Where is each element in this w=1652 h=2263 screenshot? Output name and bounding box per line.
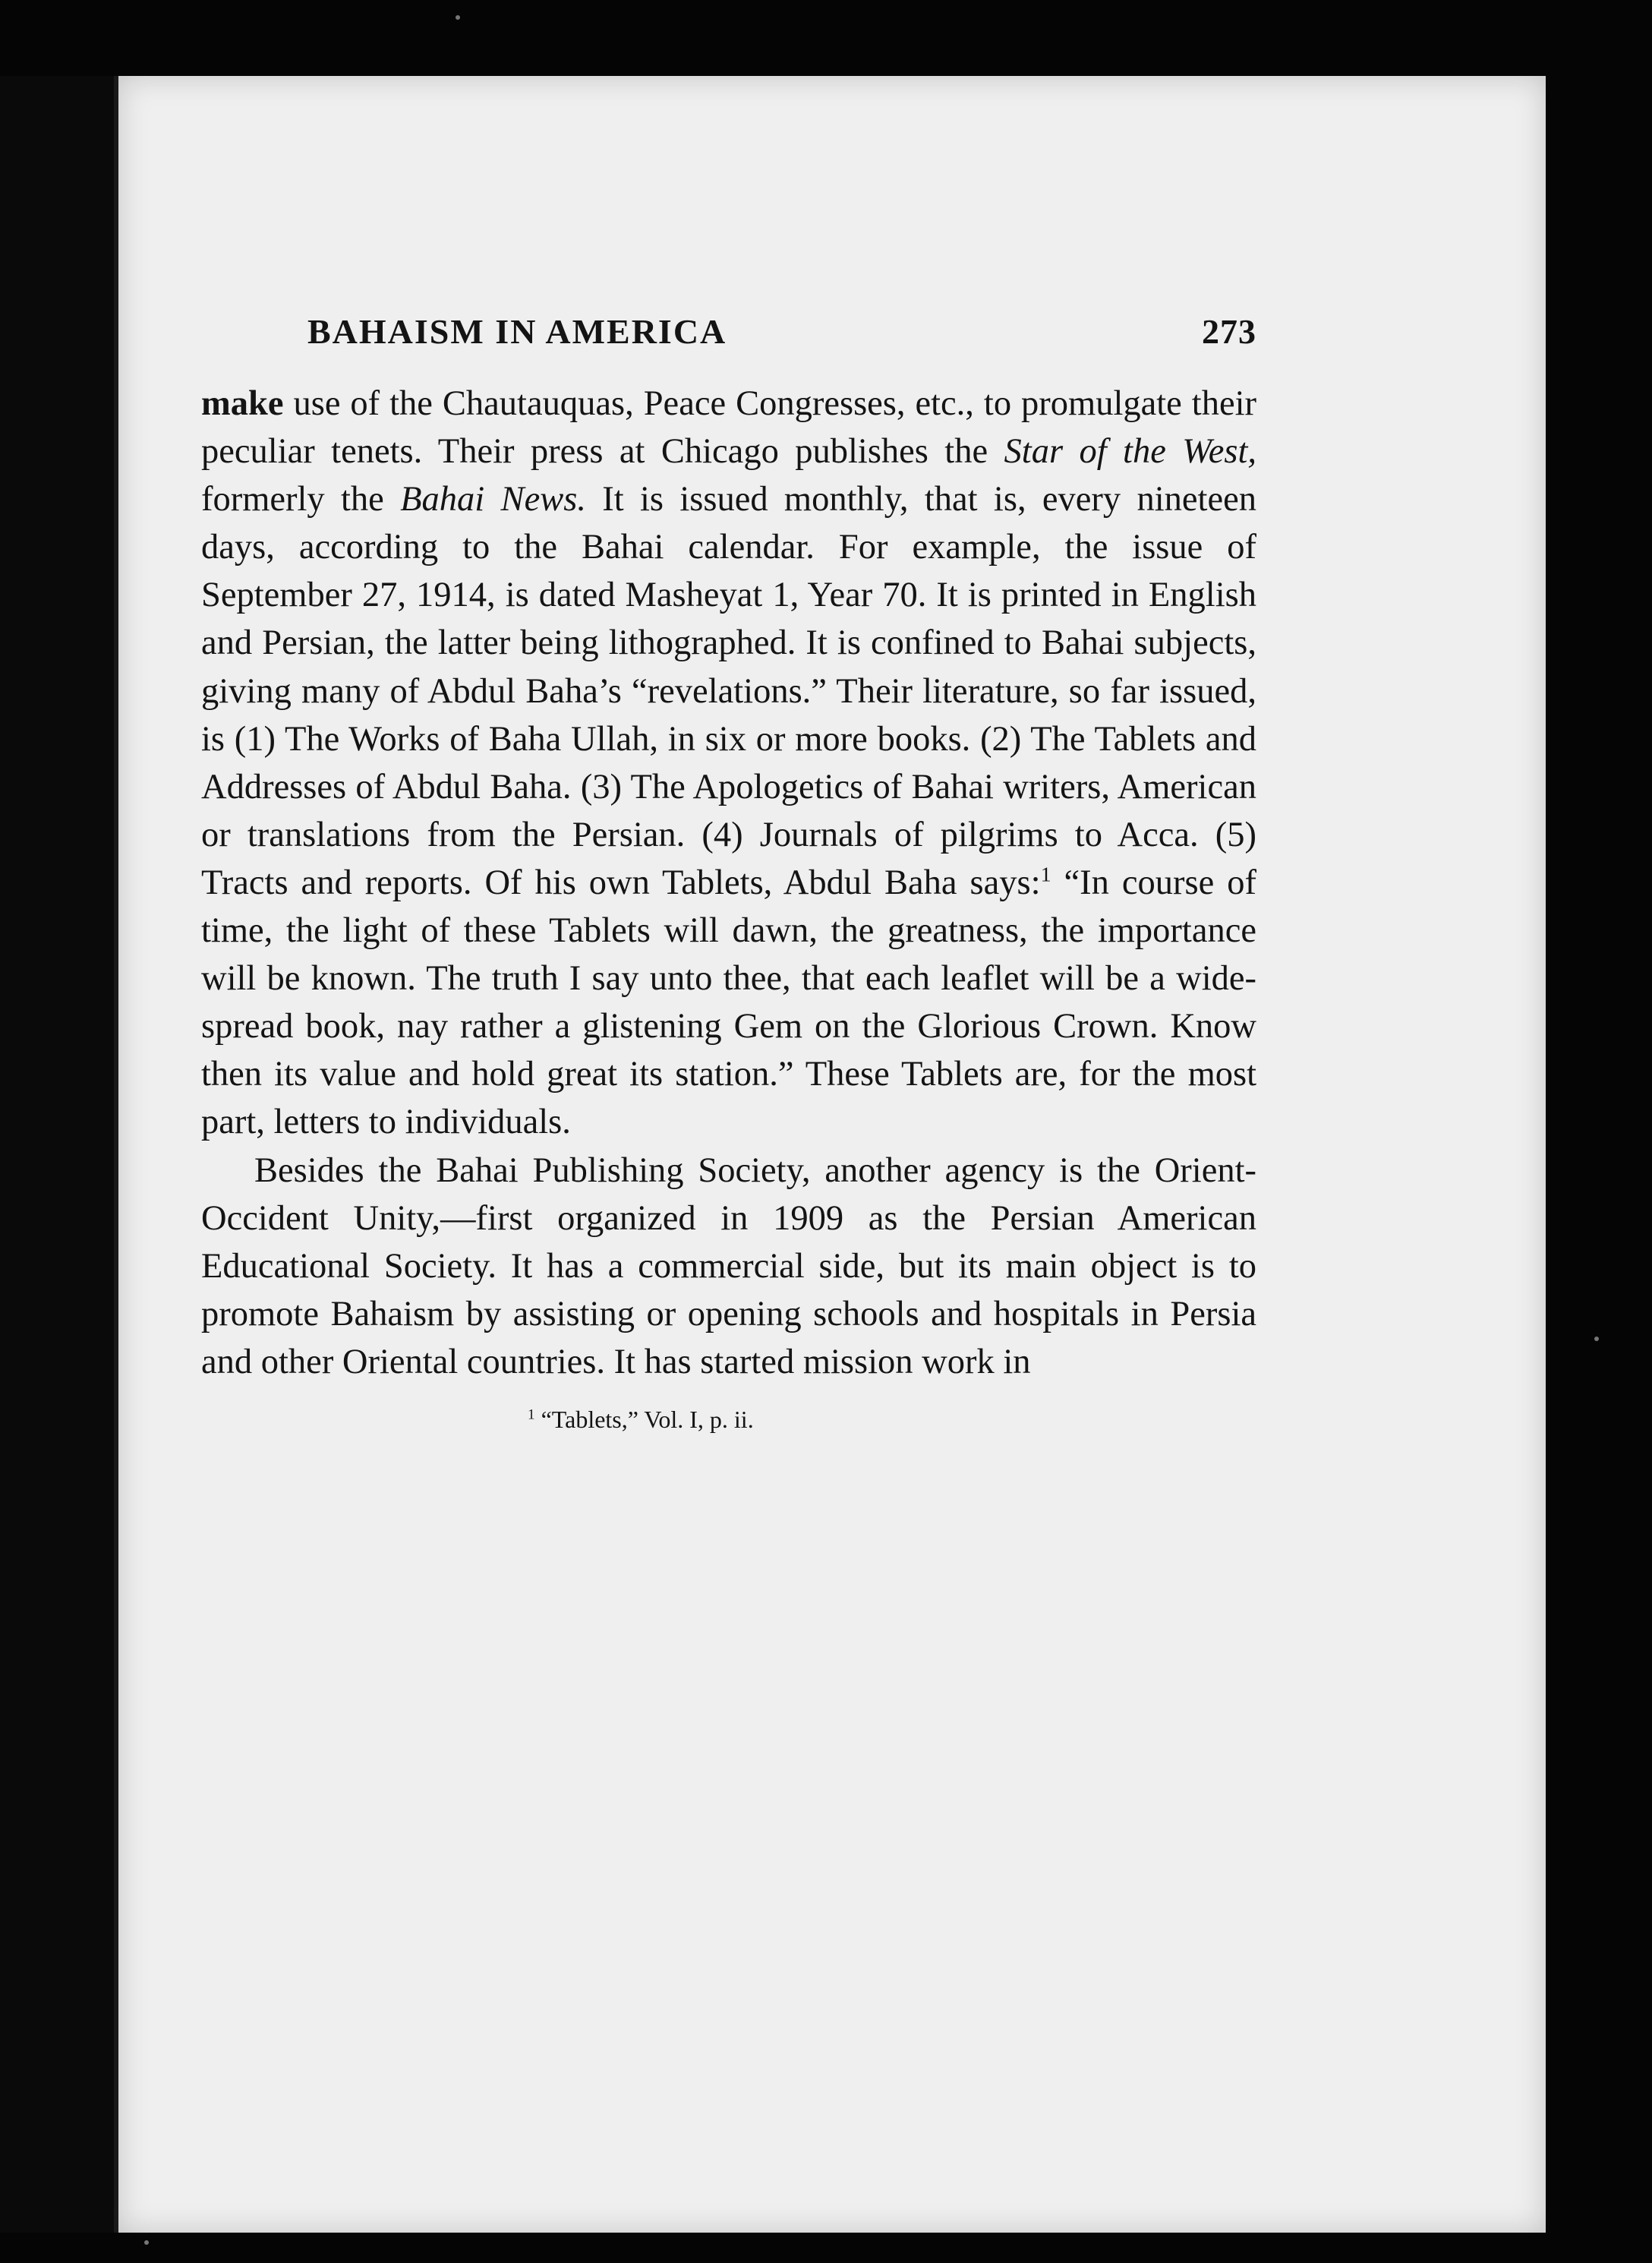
text-run: use of the Chautauquas, Peace Congresses, etc., to promulgate their peculiar tenets. Their press at Chicago publishes the bbox=[201, 384, 1256, 472]
dust-speck bbox=[144, 2240, 149, 2245]
page-number: 273 bbox=[1202, 312, 1256, 351]
facing-page-edge bbox=[0, 76, 114, 2233]
paragraph-lead-word: make bbox=[201, 384, 284, 423]
dust-speck bbox=[456, 15, 460, 20]
footnote bbox=[528, 1404, 1256, 1434]
footnote-marker: 1 bbox=[528, 1406, 535, 1423]
running-head-title: BAHAISM IN AMERICA bbox=[307, 312, 727, 351]
paragraph bbox=[201, 1147, 1256, 1386]
text-block bbox=[201, 311, 1256, 1434]
body-text bbox=[201, 380, 1256, 1386]
footnote-reference: 1 bbox=[1040, 863, 1051, 887]
italic-title: Star of the West, bbox=[1004, 432, 1256, 472]
text-run: Besides the Bahai Publishing Society, another agency is the Orient-Occident Unity,—first organized in 1909 as the Persian American Educational Society. It has a commercial side, but its main object is to promote Bahaism by assisting or opening schools and hospitals in Persia and other Oriental countries. It has started mission work in bbox=[201, 1150, 1256, 1381]
text-run: formerly the bbox=[201, 480, 401, 519]
footnote-text: “Tablets,” Vol. I, p. ii. bbox=[541, 1405, 754, 1433]
text-run: “In course of time, the light of these Tablets will dawn, the greatness, the importance will be known. The truth I say unto thee, that each leaflet will be a wide-spread book, nay rather a glistening Gem on the Glorious Crown. Know then its value and hold great its station.” These Tablets are, for the most part, letters to individuals. bbox=[201, 863, 1257, 1142]
dust-speck bbox=[1594, 1337, 1599, 1341]
text-run: It is issued monthly, that is, every nineteen days, according to the Bahai calendar. For example, the issue of September 27, 1914, is dated Masheyat 1, Year 70. It is printed in English and Persian, the latter being lithographed. It is confined to Bahai subjects, giving many of Abdul Baha’s “revelations.” Their literature, so far issued, is (1) The Works of Baha Ullah, in six or more books. (2) The Tablets and Addresses of Abdul Baha. (3) The Apologetics of Bahai writers, American or translations from the Persian. (4) Journals of pilgrims to Acca. (5) Tracts and reports. Of his own Tablets, Abdul Baha says: bbox=[201, 480, 1256, 902]
paragraph bbox=[201, 380, 1256, 1147]
running-head bbox=[307, 311, 1256, 366]
italic-title: Bahai News. bbox=[400, 480, 586, 519]
